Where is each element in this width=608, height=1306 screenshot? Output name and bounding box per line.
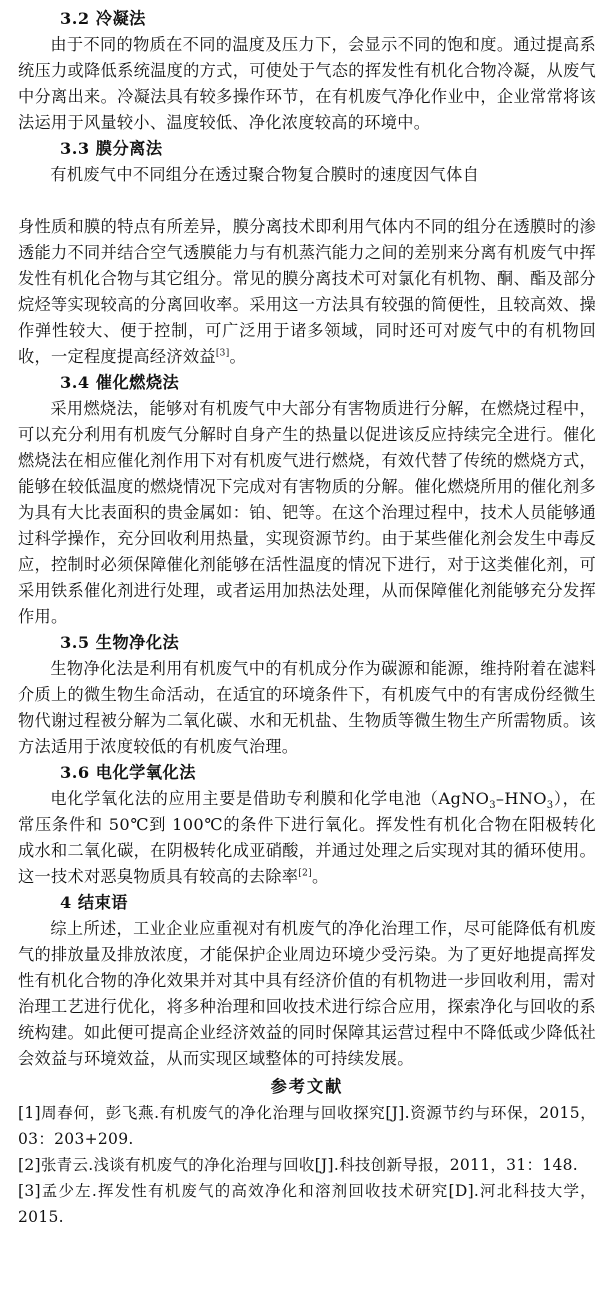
section-heading-4: 4 结束语: [60, 893, 128, 912]
paragraph-membrane-start: 有机废气中不同组分在透过聚合物复合膜时的速度因气体自: [50, 165, 480, 184]
blank-gap: [18, 188, 596, 214]
electro-end: 。: [311, 867, 329, 886]
electro-text-b: ），在常压条件和 50℃到 100℃的条件下进行氧化。挥发性有机化合物在阳极转化成水和二氧化碳，在阴极转化成亚硝酸，并通过处理之后实现对其的循环使用。这一技术对恶臭物质具有较高的去除率: [18, 789, 596, 886]
reference-item: [3]孟少左.挥发性有机废气的高效净化和溶剂回收技术研究[D].河北科技大学，2015.: [18, 1182, 596, 1226]
section-heading-3-6: 3.6 电化学氧化法: [60, 763, 196, 782]
electro-dash: –HNO: [495, 789, 547, 808]
paragraph-catalytic-combustion: 采用燃烧法，能够对有机废气中大部分有害物质进行分解，在燃烧过程中，可以充分利用有机废气分解时自身产生的热量以促进该反应持续完全进行。催化燃烧法在相应催化剂作用下对有机废气进行燃烧，有效代替了传统的燃烧方式，能够在较低温度的燃烧情况下完成对有害物质的分解。催化燃烧所用的催化剂多为具有大比表面积的贵金属如：铂、钯等。在这个治理过程中，技术人员能够通过科学操作，充分回收利用热量，实现资源节约。由于某些催化剂会发生中毒反应，控制时必须保障催化剂能够在活性温度的情况下进行，对于这类催化剂，可采用铁系催化剂进行处理，或者运用加热法处理，从而保障催化剂能够充分发挥作用。: [18, 399, 596, 626]
section-heading-3-5: 3.5 生物净化法: [60, 633, 180, 652]
reference-item: [1]周春何，彭飞燕.有机废气的净化治理与回收探究[J].资源节约与环保，2015，03：203+209.: [18, 1104, 596, 1148]
paragraph-electrochemical: [18, 786, 596, 890]
paragraph-membrane-cont: [18, 214, 596, 370]
section-heading-3-3: 3.3 膜分离法: [60, 139, 163, 158]
membrane-text: 身性质和膜的特点有所差异，膜分离技术即利用气体内不同的组分在透膜时的渗透能力不同并结合空气透膜能力与有机蒸汽能力之间的差别来分离有机废气中挥发性有机化合物与其它组分。常见的膜分离技术可对氯化有机物、酮、酯及部分烷烃等实现较高的分离回收率。采用这一方法具有较强的简便性，且较高效、操作弹性较大、便于控制，可广泛用于诸多领域，同时还可对废气中的有机物回收，一定程度提高经济效益: [18, 217, 596, 366]
section-heading-3-4: 3.4 催化燃烧法: [60, 373, 180, 392]
reference-item: [2]张青云.浅谈有机废气的净化治理与回收[J].科技创新导报，2011，31：148.: [18, 1156, 579, 1174]
electro-text-a: 电化学氧化法的应用主要是借助专利膜和化学电池（AgNO: [50, 789, 490, 808]
citation-3: [3]: [215, 348, 230, 359]
paragraph-condensation: 由于不同的物质在不同的温度及压力下，会显示不同的饱和度。通过提高系统压力或降低系统温度的方式，可使处于气态的挥发性有机化合物冷凝，从废气中分离出来。冷凝法具有较多操作环节，在有机废气净化作业中，企业常常将该法运用于风量较小、温度较低、净化浓度较高的环境中。: [18, 35, 596, 132]
section-heading-3-2: 3.2 冷凝法: [60, 9, 146, 28]
paragraph-biological: 生物净化法是利用有机废气中的有机成分作为碳源和能源，维持附着在滤料介质上的微生物生命活动，在适宜的环境条件下，有机废气中的有害成份经微生物代谢过程被分解为二氧化碳、水和无机盐、生物质等微生物生产所需物质。该方法适用于浓度较低的有机废气治理。: [18, 659, 596, 756]
references-title: 参考文献: [270, 1077, 344, 1096]
membrane-end: 。: [229, 347, 247, 366]
subscript-3a: 3: [489, 800, 496, 812]
subscript-3b: 3: [546, 800, 554, 812]
paragraph-conclusion: 综上所述，工业企业应重视对有机废气的净化治理工作，尽可能降低有机废气的排放量及排放浓度，才能保护企业周边环境少受污染。为了更好地提高挥发性有机化合物的净化效果并对其中具有经济价值的有机物进一步回收利用，需对治理工艺进行优化，将多种治理和回收技术进行综合应用，探索净化与回收的系统构建。如此便可提高企业经济效益的同时保障其运营过程中不降低或少降低社会效益与环境效益，从而实现区域整体的可持续发展。: [18, 919, 596, 1068]
citation-2: [2]: [298, 868, 312, 879]
